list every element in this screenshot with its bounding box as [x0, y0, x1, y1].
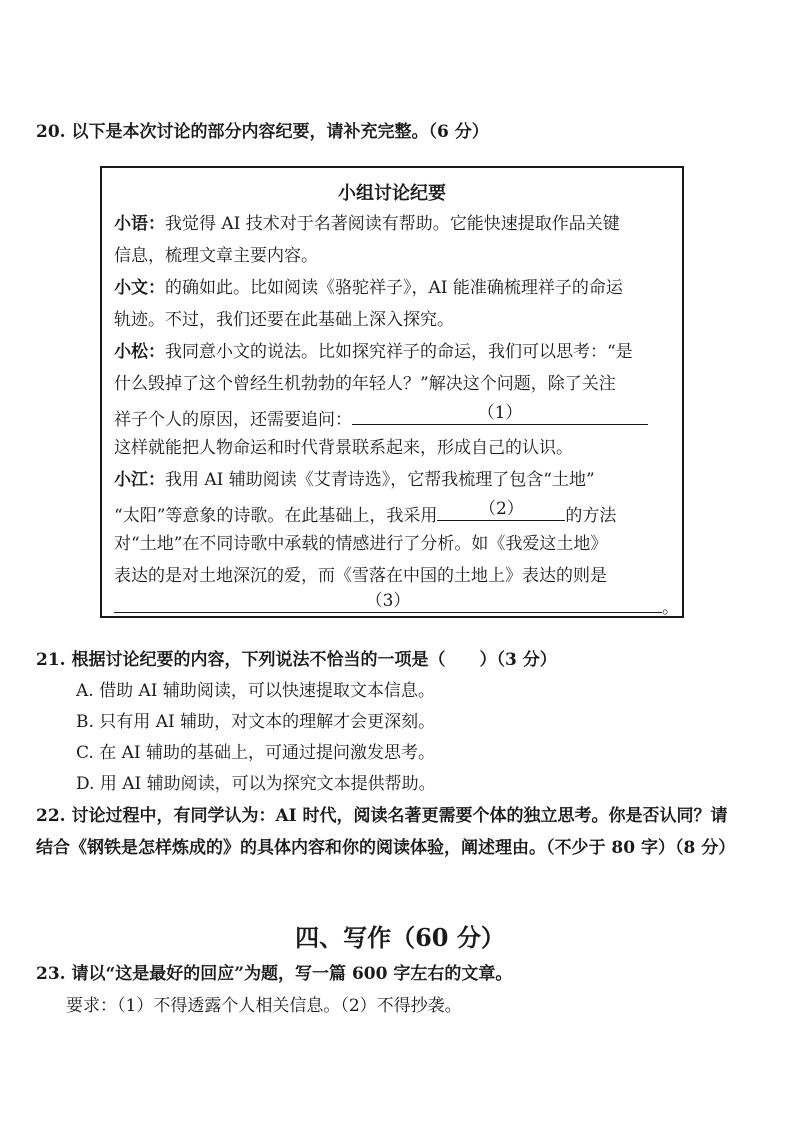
xiaosong-line-3 [114, 404, 648, 432]
xiaojiang-text-2b: 的方法 [565, 506, 617, 526]
q23-suffix: 为题，写一篇 600 字左右的文章。 [244, 964, 513, 984]
question-20: 20. 以下是本次讨论的部分内容纪要，请补充完整。（6 分） [36, 122, 489, 142]
xiaosong-text-1: 我同意小文的说法。比如探究祥子的命运，我们可以思考：“是 [165, 342, 633, 362]
xiaojiang-line-4: 表达的是对土地深沉的爱，而《雪落在中国的土地上》表达的则是 [114, 566, 607, 586]
xiaoyu-line-2: 信息，梳理文章主要内容。 [114, 246, 318, 266]
speaker-xiaojiang: 小江： [114, 470, 165, 490]
speaker-xiaosong: 小松： [114, 342, 165, 362]
blank-3-label: （3） [365, 591, 411, 611]
q21-stem-b: 的一项是（ ）（3 分） [360, 650, 557, 670]
question-22-line-2: 结合《钢铁是怎样炼成的》的具体内容和你的阅读体验，阐述理由。（不少于 80 字）（8 分） [36, 838, 736, 858]
answer-blank-3[interactable] [114, 592, 662, 613]
answer-blank-1[interactable] [352, 404, 648, 425]
xiaowen-line-1 [114, 276, 623, 300]
q21-option-b[interactable]: B. 只有用 AI 辅助，对文本的理解才会更深刻。 [76, 712, 436, 732]
blank-1-label: （1） [477, 403, 523, 423]
xiaojiang-text-1: 我用 AI 辅助阅读《艾青诗选》，它帮我梳理了包含“土地” [165, 470, 595, 490]
section-writing-title: 四、写作（60 分） [295, 923, 505, 952]
q23-prefix: 23. 请以 [36, 964, 106, 984]
answer-blank-2[interactable] [437, 500, 565, 521]
q21-stem-emphasis: 不恰当 [309, 650, 361, 670]
discussion-minutes-box [100, 166, 684, 618]
question-22-line-1: 22. 讨论过程中，有同学认为：AI 时代，阅读名著更需要个体的独立思考。你是否认同？请 [36, 806, 728, 826]
q21-option-a[interactable]: A. 借助 AI 辅助阅读，可以快速提取文本信息。 [76, 681, 435, 701]
q21-option-d[interactable]: D. 用 AI 辅助阅读，可以为探究文本提供帮助。 [76, 774, 436, 794]
xiaojiang-line-2 [114, 500, 616, 528]
xiaosong-line-4: 这样就能把人物命运和时代背景联系起来，形成自己的认识。 [114, 438, 573, 458]
q23-requirements: 要求：（1）不得透露个人相关信息。（2）不得抄袭。 [66, 996, 462, 1016]
xiaosong-line-1 [114, 340, 633, 364]
xiaojiang-line-3: 对“土地”在不同诗歌中承载的情感进行了分析。如《我爱这土地》 [114, 534, 608, 554]
xiaoyu-text-1: 我觉得 AI 技术对于名著阅读有帮助。它能快速提取作品关键 [165, 214, 620, 234]
q21-stem-a: 21. 根据讨论纪要的内容，下列说法 [36, 650, 310, 670]
xiaojiang-text-2a: “太阳”等意象的诗歌。在此基础上，我采用 [114, 506, 438, 526]
question-21 [36, 648, 557, 672]
xiaojiang-line-1 [114, 468, 595, 492]
blank-2-label: （2） [478, 499, 524, 519]
q23-topic: “这是最好的回应” [105, 964, 245, 984]
minutes-title: 小组讨论纪要 [338, 183, 446, 204]
xiaojiang-line-5 [114, 592, 679, 620]
speaker-xiaowen: 小文： [114, 278, 165, 298]
xiaowen-line-2: 轨迹。不过，我们还要在此基础上深入探究。 [114, 310, 454, 330]
xiaosong-line-2: 什么毁掉了这个曾经生机勃勃的年轻人？”解决这个问题，除了关注 [114, 374, 616, 394]
xiaosong-text-3: 祥子个人的原因，还需要追问： [114, 410, 352, 430]
speaker-xiaoyu: 小语： [114, 214, 165, 234]
question-23 [36, 962, 512, 986]
xiaoyu-line-1 [114, 212, 620, 236]
xiaojiang-text-5-end: 。 [662, 598, 679, 618]
xiaowen-text-1: 的确如此。比如阅读《骆驼祥子》，AI 能准确梳理祥子的命运 [165, 278, 623, 298]
q21-option-c[interactable]: C. 在 AI 辅助的基础上，可通过提问激发思考。 [76, 743, 436, 763]
